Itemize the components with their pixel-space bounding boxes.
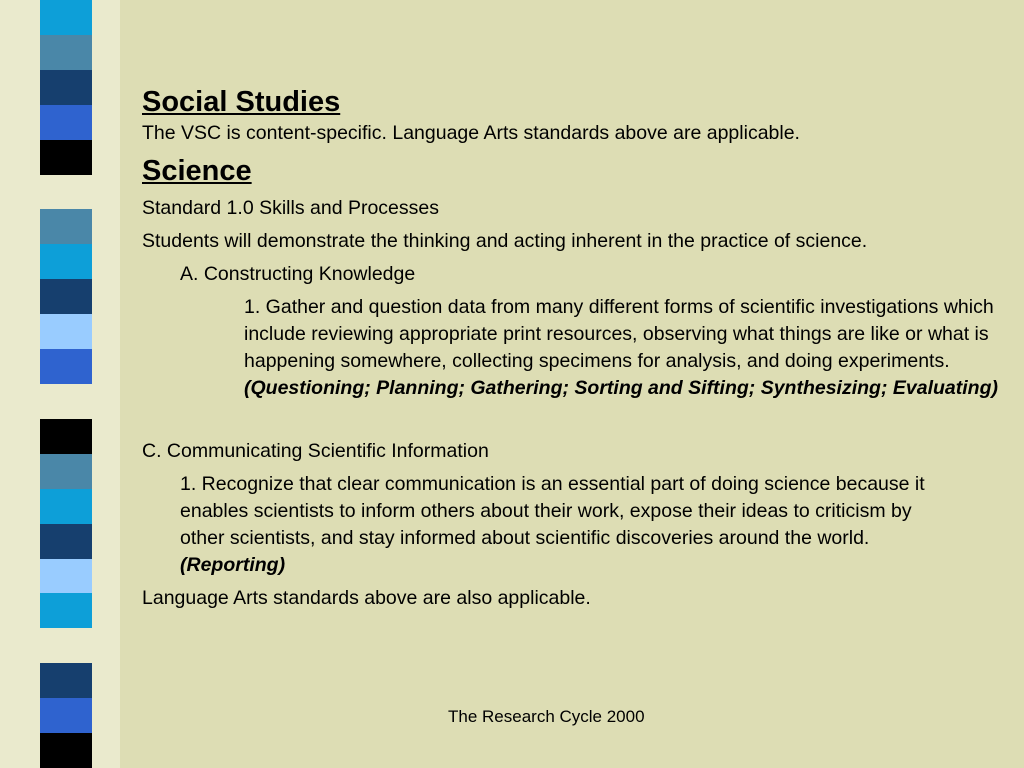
science-intro: Students will demonstrate the thinking and acting inherent in the practice of science. <box>142 230 868 252</box>
stripe-band <box>40 698 92 733</box>
stripe-band <box>40 35 92 70</box>
stripe-band <box>40 140 92 175</box>
item-a1-text: 1. Gather and question data from many different forms of scientific investigations which include reviewing appropriate print resources, observing what things are like or what is happening somewhere, collecting specimens for analysis, and doing experiments. <box>244 296 994 372</box>
stripe-band <box>40 419 92 454</box>
stripe-band <box>40 489 92 524</box>
slide-body <box>142 84 1002 612</box>
stripe-band <box>40 454 92 489</box>
stripe-band <box>40 524 92 559</box>
stripe-band <box>40 209 92 244</box>
stripe-band <box>40 349 92 384</box>
item-a1 <box>142 294 1004 402</box>
stripe-band <box>40 314 92 349</box>
section-a-title: A. Constructing Knowledge <box>180 263 416 285</box>
footer-text: The Research Cycle 2000 <box>448 707 645 726</box>
decorative-stripe-bar <box>0 0 120 768</box>
stripe-band <box>40 175 92 210</box>
stripe-band <box>40 733 92 768</box>
social-studies-text: The VSC is content-specific. Language Arts standards above are applicable. <box>142 122 800 144</box>
stripe-column <box>40 0 92 768</box>
stripe-band <box>40 663 92 698</box>
stripe-band <box>40 593 92 628</box>
stripe-band <box>40 559 92 594</box>
stripe-band <box>40 105 92 140</box>
section-c-title: C. Communicating Scientific Information <box>142 440 489 462</box>
stripe-band <box>40 244 92 279</box>
item-a1-tags: (Questioning; Planning; Gathering; Sorting and Sifting; Synthesizing; Evaluating) <box>244 377 998 399</box>
stripe-band <box>40 0 92 35</box>
science-heading: Science <box>142 155 252 187</box>
stripe-band <box>40 628 92 663</box>
stripe-band <box>40 70 92 105</box>
item-c1-tags: (Reporting) <box>180 554 286 576</box>
stripe-band <box>40 279 92 314</box>
stripe-band <box>40 384 92 419</box>
science-standard: Standard 1.0 Skills and Processes <box>142 197 439 219</box>
closing-text: Language Arts standards above are also applicable. <box>142 587 591 609</box>
social-studies-heading: Social Studies <box>142 86 341 118</box>
item-c1 <box>142 471 960 579</box>
item-c1-text: 1. Recognize that clear communication is an essential part of doing science because it enables scientists to inform others about their work, expose their ideas to criticism by other scientists, and stay informed about scientific discoveries around the world. <box>180 473 925 549</box>
